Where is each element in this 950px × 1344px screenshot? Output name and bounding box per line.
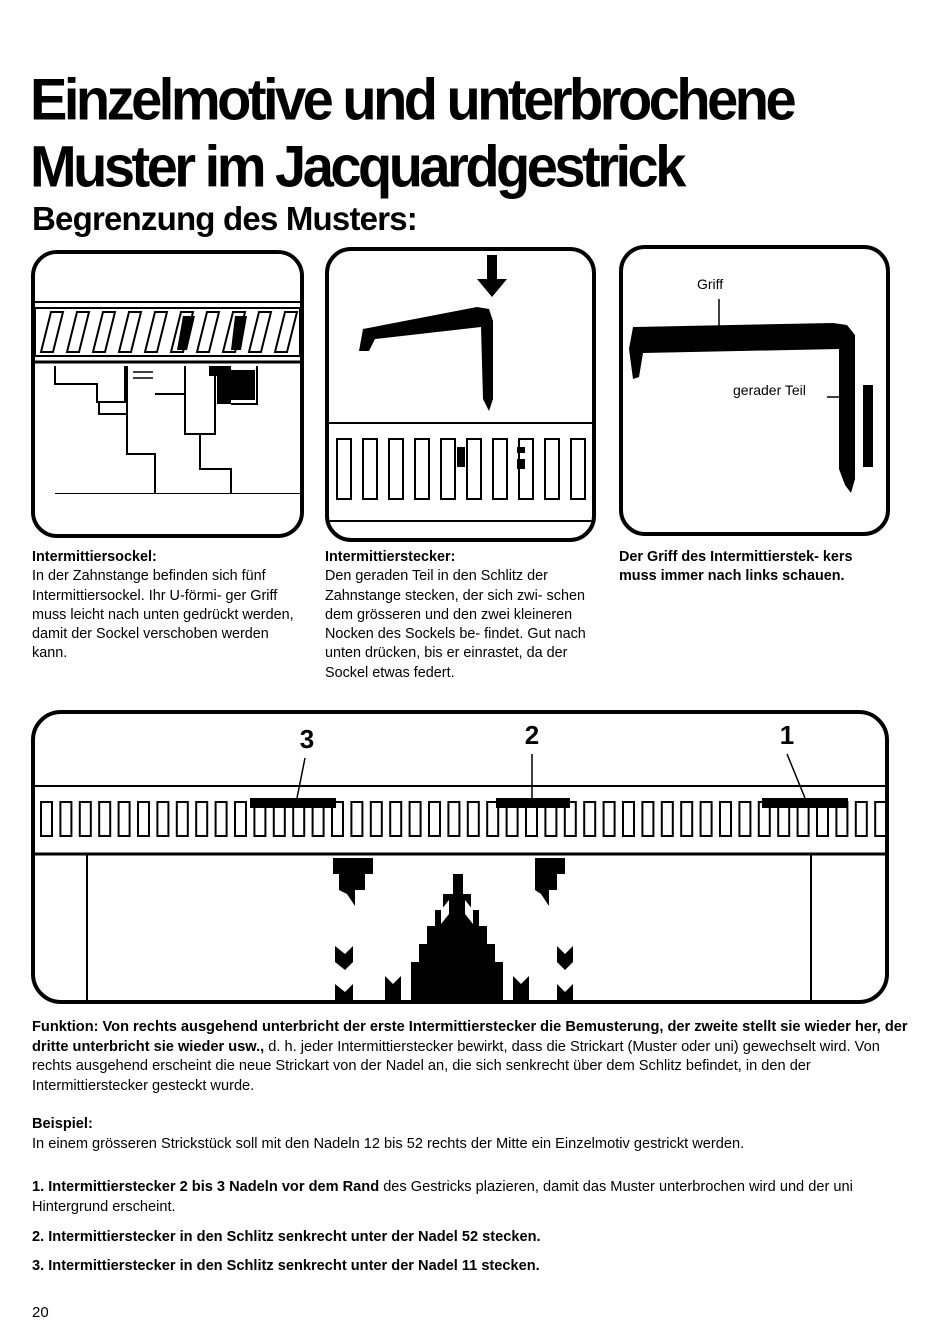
beispiel-paragraph <box>32 1115 922 1154</box>
caption-heading: Intermittiersockel: <box>32 549 157 565</box>
needle-slot <box>41 802 52 836</box>
page-title <box>30 66 930 200</box>
figure-muster-beispiel <box>31 710 889 1004</box>
needle-slot <box>157 802 168 836</box>
needle-slot <box>875 802 885 836</box>
label-gerader-teil: gerader Teil <box>733 382 806 398</box>
needle-slot <box>468 802 479 836</box>
needle-slot <box>371 802 382 836</box>
needle-slot <box>856 802 867 836</box>
caption-intermittiersockel <box>32 548 307 664</box>
beispiel-heading: Beispiel: <box>32 1116 93 1132</box>
funktion-bold: Funktion: Von rechts ausgehend unterbricht der erste Intermittierstecker die Bemusterung, der zweite stellt sie wieder her, der dritte unterbricht sie wieder usw., <box>32 1019 908 1055</box>
caption-intermittierstecker <box>325 548 600 683</box>
needle-slot <box>390 802 401 836</box>
title-line-2: Muster im Jacquardgestrick <box>30 133 683 200</box>
figure-intermittierstecker <box>325 247 596 542</box>
marker-1: 1 <box>779 720 795 750</box>
caption-text: Den geraden Teil in den Schlitz der Zahnstange stecken, der sich zwi- schen dem grösseren und den zwei kleineren Nocken des Sockels be- findet. Gut nach unten drücken, bis er einrastet, da der Sockel etwas federt. <box>325 568 586 681</box>
step-2 <box>32 1228 922 1248</box>
figure-intermittiersockel <box>31 250 304 538</box>
needle-slot <box>681 802 692 836</box>
needle-slot <box>119 802 130 836</box>
step-2-text: 2. Intermittierstecker in den Schlitz senkrecht unter der Nadel 52 stecken. <box>32 1229 541 1245</box>
page-number: 20 <box>32 1304 49 1321</box>
needle-slot <box>138 802 149 836</box>
beispiel-text: In einem grösseren Strickstück soll mit den Nadeln 12 bis 52 rechts der Mitte ein Einzelmotiv gestrickt werden. <box>32 1135 745 1152</box>
funktion-text: d. h. jeder Intermittierstecker bewirkt, dass die Strickart (Muster oder uni) gewechselt wird. Von rechts ausgehend erscheint die neue Strickart von der Nadel an, die sich senkrecht über dem Schlitz befindet, in den der Intermittierstecker gesteckt wurde. <box>32 1038 880 1094</box>
needle-slot <box>604 802 615 836</box>
needle-slot <box>739 802 750 836</box>
step-3 <box>32 1257 922 1277</box>
needle-slot <box>351 802 362 836</box>
label-griff: Griff <box>697 276 724 292</box>
needle-slot <box>701 802 712 836</box>
needle-slot <box>720 802 731 836</box>
step-1-bold: 1. Intermittierstecker 2 bis 3 Nadeln vor dem Rand <box>32 1179 380 1195</box>
step-1-text: des Gestricks plazieren, damit das Muster unterbrochen wird und der uni Hintergrund erscheint. <box>32 1179 853 1215</box>
needle-slot <box>80 802 91 836</box>
needle-slot <box>429 802 440 836</box>
needle-slot <box>584 802 595 836</box>
step-1 <box>32 1178 922 1217</box>
caption-heading: Intermittierstecker: <box>325 549 456 565</box>
caption-griff <box>619 548 891 587</box>
marker-2: 2 <box>524 720 540 750</box>
needle-slot <box>662 802 673 836</box>
needle-slot <box>448 802 459 836</box>
step-3-text: 3. Intermittierstecker in den Schlitz senkrecht unter der Nadel 11 stecken. <box>32 1258 540 1274</box>
marker-3: 3 <box>299 724 315 754</box>
needle-slot <box>99 802 110 836</box>
needle-slot <box>235 802 246 836</box>
needle-slot <box>196 802 207 836</box>
needle-slot <box>642 802 653 836</box>
funktion-paragraph <box>32 1018 922 1096</box>
caption-text: In der Zahnstange befinden sich fünf Intermittiersockel. Ihr U-förmi- ger Griff muss leicht nach unten gedrückt werden, damit der Sockel verschoben werden kann. <box>32 568 294 662</box>
needle-slot <box>623 802 634 836</box>
needle-slot <box>410 802 421 836</box>
needle-slot <box>216 802 227 836</box>
title-line-1: Einzelmotive und unterbrochene <box>30 66 794 133</box>
caption-text: Der Griff des Intermittierstek- kers muss immer nach links schauen. <box>619 549 853 585</box>
needle-slot <box>60 802 71 836</box>
section-heading: Begrenzung des Musters: <box>32 200 417 237</box>
needle-slot <box>177 802 188 836</box>
